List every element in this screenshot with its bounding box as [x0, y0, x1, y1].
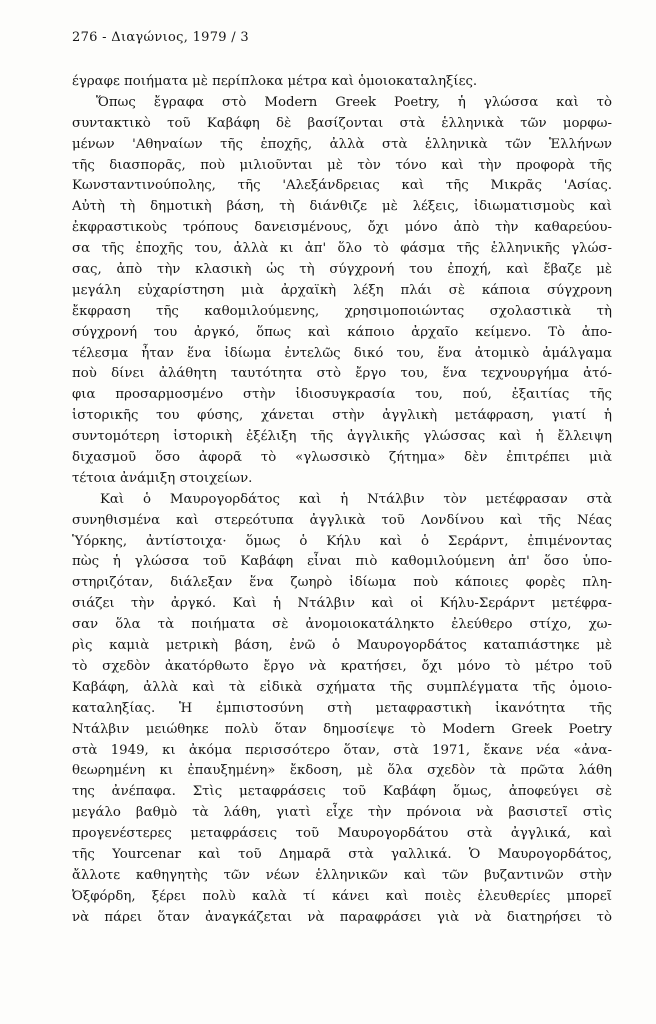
text-line: Ὅπως ἔγραφα στὸ Modern Greek Poetry, ἡ γλώσσα καὶ τὸ — [96, 94, 612, 110]
text-line: φια προσαρμοσμένο στὴν ἰδιοσυγκρασία του, πού, ἐξαιτίας τῆς — [72, 387, 612, 403]
text-line: σύγχρονή του ἀργκό, ὅπως καὶ κάποιο ἀρχαῖο κείμενο. Τὸ ἀπο- — [72, 324, 612, 340]
text-line: θεωρημένη κι ἐπαυξημένη» ἔκδοση, μὲ ὅλα σχεδὸν τὰ πρῶτα λάθη — [72, 763, 612, 779]
text-line: ποὺ δίνει ἀλάθητη ταυτότητα στὸ ἔργο του, ἕνα τεχνουργήμα ἀτό- — [72, 366, 612, 382]
text-line: ρὶς καμιὰ μετρικὴ βάση, ἐνῶ ὁ Μαυρογορδάτος καταπιάστηκε μὲ — [72, 638, 612, 654]
text-line: νὰ πάρει ὅταν ἀναγκάζεται νὰ παραφράσει γιὰ νὰ διατηρήσει τὸ — [72, 909, 612, 925]
text-line: τὸ σχεδὸν ἀκατόρθωτο ἔργο νὰ κρατήσει, ὄχι μόνο τὸ μέτρο τοῦ — [72, 658, 612, 674]
text-line: Ὀξφόρδη, ξέρει πολὺ καλὰ τί κάνει καὶ ποιὲς ἐλευθερίες μπορεῖ — [72, 888, 612, 904]
text-line: καταληξίας. Ἡ ἐμπιστοσύνη στὴ μεταφραστικὴ ἱκανότητα τῆς — [72, 700, 612, 716]
text-line: διχασμοῦ ὅσο ἀφορᾶ τὸ «γλωσσικὸ ζήτημα» δὲν ἐπιτρέπει μιὰ — [72, 450, 612, 466]
text-line: σας, ἀπὸ τὴν κλασικὴ ὡς τὴ σύγχρονή του ἐποχή, καὶ ἔβαζε μὲ — [72, 262, 612, 278]
text-line: τέλεσμα ἦταν ἕνα ἰδίωμα ἐντελῶς δικό του, ἕνα ἀτομικὸ ἀμάλγαμα — [72, 345, 612, 361]
text-line: τῆς διασπορᾶς, ποὺ μιλιοῦνται μὲ τὸν τόνο καὶ τὴν προφορὰ τῆς — [72, 157, 612, 173]
text-line: στηριζόταν, διάλεξαν ἕνα ζωηρὸ ἰδίωμα ποὺ κάποιες φορὲς πλη- — [72, 575, 612, 591]
body-text — [72, 72, 612, 929]
text-line: συνηθισμένα καὶ στερεότυπα ἀγγλικὰ τοῦ Λονδίνου καὶ τῆς Νέας — [72, 512, 612, 528]
text-line: σαν ὅλα τὰ ποιήματα σὲ ἀνομοιοκατάληκτο ἐλεύθερο στίχο, χω- — [72, 617, 612, 633]
text-line: Αὐτὴ τὴ δημοτικὴ βάση, τὴ διάνθιζε μὲ λέξεις, ἰδιωματισμοὺς καὶ — [72, 199, 612, 215]
text-line: έγραφε ποιήματα μὲ περίπλοκα μέτρα καὶ ὁμοιοκαταληξίες. — [72, 74, 478, 89]
text-line: της ἀνέπαφα. Στὶς μεταφράσεις τοῦ Καβάφη ὅμως, ἀποφεύγει σὲ — [72, 784, 612, 800]
text-line: μεγάλο βαθμὸ τὰ λάθη, γιατὶ εἶχε τὴν πρόνοια νὰ βασιστεῖ στὶς — [72, 805, 612, 821]
text-line: τῆς Yourcenar καὶ τοῦ Δημαρᾶ στὰ γαλλικά. Ὁ Μαυρογορδάτος, — [72, 846, 612, 862]
text-line: σιάζει τὴν ἀργκό. Καὶ ἡ Ντάλβιν καὶ οἱ Κήλυ-Σεράρντ μετέφρα- — [72, 596, 612, 612]
text-line: Ὑόρκης, ἀντίστοιχα· ὅμως ὁ Κήλυ καὶ ὁ Σεράρντ, ἐπιμένοντας — [72, 533, 612, 549]
running-head: 276 - Διαγώνιος, 1979 / 3 — [72, 30, 249, 45]
text-line: ἱστορικῆς του φύσης, χάνεται στὴν ἀγγλικὴ μετάφραση, γιατί ἡ — [72, 408, 612, 424]
text-line: μεγάλη εὐχαρίστηση μιὰ ἀρχαϊκὴ λέξη πλάι σὲ κάποια σύγχρονη — [72, 282, 612, 298]
text-line: πὼς ἡ γλώσσα τοῦ Καβάφη εἶναι πιὸ καθομιλούμενη ἀπ' ὅσο ὑπο- — [72, 554, 612, 570]
text-line: προγενέστερες μεταφράσεις τοῦ Μαυρογορδάτου στὰ ἀγγλικά, καὶ — [72, 826, 612, 842]
text-line: ἄλλοτε καθηγητὴς τῶν νέων ἑλληνικῶν καὶ τῶν βυζαντινῶν στὴν — [72, 867, 612, 883]
text-line: Καβάφη, ἀλλὰ καὶ τὰ εἰδικὰ σχήματα τῆς συμπλέγματα τῆς ὁμοιο- — [72, 679, 612, 695]
text-line: Κωνσταντινούπολης, τῆς 'Αλεξάνδρειας καὶ τῆς Μικρᾶς 'Ασίας. — [72, 178, 612, 194]
text-line: Καὶ ὁ Μαυρογορδάτος καὶ ἡ Ντάλβιν τὸν μετέφρασαν στὰ — [100, 491, 612, 507]
text-line: συντακτικὸ τοῦ Καβάφη δὲ βασίζονται στὰ ἑλληνικὰ τῶν μορφω- — [72, 115, 612, 131]
text-line: συντομότερη ἱστορικὴ ἐξέλιξη τῆς ἀγγλικῆς γλώσσας καὶ ἡ ἔλλειψη — [72, 429, 612, 445]
text-line: ἔκφραση τῆς καθομιλούμενης, χρησιμοποιώντας σχολαστικὰ τὴ — [72, 303, 612, 319]
text-line: σα τῆς ἐποχῆς του, ἀλλὰ κι ἀπ' ὅλο τὸ φάσμα τῆς ἑλληνικῆς γλώσ- — [72, 241, 612, 257]
text-line: τέτοια ἀνάμιξη στοιχείων. — [72, 470, 253, 486]
text-line: ἐκφραστικοὺς τρόπους δανεισμένους, ὄχι μόνο ἀπὸ τὴν καθαρεύου- — [72, 220, 612, 236]
text-line: Ντάλβιν μειώθηκε πολὺ ὅταν δημοσίεψε τὸ Modern Greek Poetry — [72, 721, 612, 737]
text-line: μένων 'Αθηναίων τῆς ἐποχῆς, ἀλλὰ στὰ ἑλληνικὰ τῶν Ἑλλήνων — [72, 136, 612, 152]
text-line: στὰ 1949, κι ἀκόμα περισσότερο ὅταν, στὰ 1971, ἔκανε νέα «ἀνα- — [72, 742, 612, 758]
